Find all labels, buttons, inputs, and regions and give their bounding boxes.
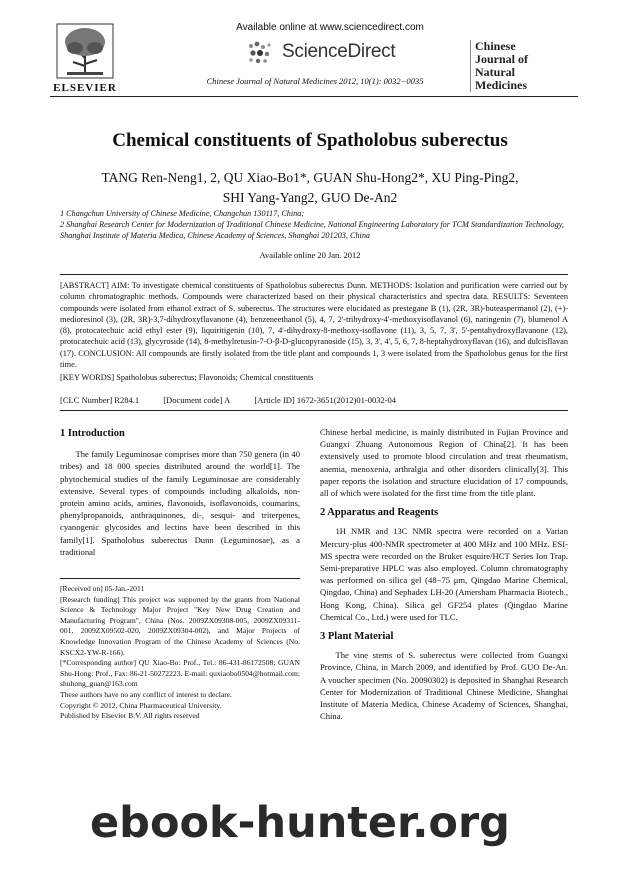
footnotes: [60, 584, 300, 722]
abstract: [60, 280, 568, 384]
document-code: [Document code] A: [163, 395, 231, 405]
section-heading-apparatus: 2 Apparatus and Reagents: [320, 507, 439, 519]
journal-logo-line: Chinese: [475, 39, 516, 53]
header-rule: [50, 96, 578, 97]
footnote-conflict: These authors have no any conflict of interest to declare.: [60, 689, 233, 699]
authors-line-1: TANG Ren-Neng1, 2, QU Xiao-Bo1*, GUAN Shu-Hong2*, XU Ping-Ping2,: [101, 170, 519, 185]
classification-line: [60, 395, 568, 405]
available-online-date: Available online 20 Jan. 2012: [259, 250, 361, 260]
introduction-paragraph: The family Leguminosae comprises more than 750 genera (in 40 tribes) and 18 000 species distributed around the world[1]. The phytochemical studies of the family Leguminosae are considerably extensive. Several types of compounds including alkaloids, non-protein amino acids, amines, flavonoids, isoflavonoids, coumarins, phenylpropanoids, anthraquinones, di-, sesqui- and triterpenes, cyanogenic glycosides and lectins have been described in this family[1]. Spatholobus suberectus Dunn (Leguminosae), as a traditional: [60, 449, 300, 557]
sciencedirect-dots-icon: [246, 40, 274, 66]
footnote-publisher: Published by Elsevier B.V. All rights reserved: [60, 711, 200, 721]
journal-logo: [470, 40, 585, 92]
clc-number: [CLC Number] R284.1: [60, 395, 140, 405]
abstract-bottom-rule: [60, 410, 568, 411]
journal-logo-line: Journal of: [475, 52, 529, 66]
keywords: [KEY WORDS] Spatholobus suberectus; Flavonoids; Chemical constituents: [60, 373, 314, 383]
journal-citation: Chinese Journal of Natural Medicines 2012, 10(1): 0032−0035: [206, 76, 424, 86]
footnote-corresponding: [*Corresponding author] QU Xiao-Bo: Prof., Tel.: 86-431-86172508; GUAN Shu-Hong: Prof., Fax: 86-21-50272223. E-mail: quxiaobo0504@hotmail.com; shuhong_guan@163.com: [60, 658, 300, 689]
section-heading-introduction: 1 Introduction: [60, 428, 125, 439]
right-column: [320, 426, 568, 722]
footnote-funding: [Research funding] This project was supported by the grants from National Science & Technology Major Project "Key New Drug Creation and Manufacturing Program", China (Nos. 2009ZX09308-005, 2009ZX09311-001, 2009ZX09502-020, 2009ZX09304-002), and Major Projects of Knowledge Innovation Program of the Chinese Academy of Sciences (No. KSCX2-YW-R-166).: [60, 594, 300, 657]
left-column: [60, 428, 300, 558]
plant-material-paragraph: The vine stems of S. suberectus were collected from Guangxi Province, China, in March 2009, and identified by Prof. GUO De-An. A voucher specimen (No. 20090302) is deposited in Shanghai Research Center for Modernization of Traditional Chinese Medicine, Shanghai Institute of Materia Medica, Chinese Academy of Sciences, Shanghai, China.: [320, 650, 568, 722]
author-list: [60, 168, 560, 208]
available-online-banner: Available online at www.sciencedirect.com: [236, 22, 424, 33]
footnote-copyright: Copyright © 2012, China Pharmaceutical University.: [60, 700, 222, 710]
article-id: [Article ID] 1672-3651(2012)01-0032-04: [254, 395, 397, 405]
abstract-top-rule: [60, 274, 568, 275]
elsevier-wordmark: ELSEVIER: [53, 82, 117, 94]
elsevier-tree-icon: [55, 22, 115, 80]
affiliations: [60, 208, 570, 241]
introduction-continued: Chinese herbal medicine, is mainly distributed in Fujian Province and Guangxi Zhuang Autonomous Region of China[2]. It has been extensively used to promote blood circulation and treat rheumatism, anemia, menoxenia, arthralgia and other disorders clinically[3]. This paper reports the isolation and structure elucidation of 17 compounds, all of which were isolated for the first time from the title plant.: [320, 427, 568, 499]
journal-logo-line: Natural: [475, 65, 515, 79]
apparatus-paragraph: 1H NMR and 13C NMR spectra were recorded on a Varian Mercury-plus 400-NMR spectrometer at 400 MHz and 100 MHz. ESI-MS spectra were recorded on the Bruker esquire/HCT Series Ion Trap. Semi-preparative HPLC was also employed. Column chromatography was performed on silica gel (48−75 μm, Qingdao Marine Chemical, Qingdao, China) and Sephadex LH-20 (Amersham Pharmacia Biotech., Hong Kong, China). Silica gel GF254 plates (Qingdao Marine Chemical Co., Ltd.) were used for TLC.: [320, 526, 568, 622]
footnote-rule: [60, 578, 300, 579]
footnote-received: [Received on] 05-Jan.-2011: [60, 584, 145, 593]
journal-logo-line: Medicines: [475, 78, 527, 92]
section-heading-plant-material: 3 Plant Material: [320, 631, 394, 643]
elsevier-logo: [50, 22, 120, 94]
watermark: ebook-hunter.org: [90, 798, 510, 848]
affiliation-1: 1 Changchun University of Chinese Medicine, Changchun 130117, China;: [60, 209, 305, 218]
sciencedirect-wordmark: ScienceDirect: [282, 41, 396, 62]
article-title: Chemical constituents of Spatholobus suberectus: [112, 130, 508, 151]
abstract-text: [ABSTRACT] AIM: To investigate chemical constituents of Spatholobus suberectus Dunn. METHODS: Isolation and purification were carried out by column chromatographic methods. Compounds were characterized based on their physical characteristics and spectra data. RESULTS: Seventeen compounds were isolated from ethanol extract of S. suberectus. The structures were elucidated as prestegane B (1), (2R, 3R)-buteaspermanol (2), (+)-medioresinol (3), (2R, 3R)-3,7-dihydroxyflavanone (4), benzeneethanol (5), 4, 7, 2'-trihydroxy-4'-methoxyisoflavanol (6), naringenin (7), blumenol A (8), protocatechuic acid ethyl ester (9), liquiritigenin (10), 7, 4'-dihydroxy-8-methoxy-isoflavone (11), 3, 5, 7, 3', 5'-pentahydroxyflavanone (12), protocatechuic acid (13), glycyroside (14), 8-methylretusin-7-O-β-D-glucopyranoside (15), 3, 3', 4', 5, 6, 7, 8-heptahydroxyflavan (16), and dulcisflavan (17). CONCLUSION: All compounds are firstly isolated from the title plant and compounds 1, 3 were isolated from the Spatholobus genus for the first time.: [60, 281, 568, 370]
authors-line-2: SHI Yang-Yang2, GUO De-An2: [222, 190, 398, 205]
affiliation-2: 2 Shanghai Research Center for Modernization of Traditional Chinese Medicine, National Engineering Laboratory for TCM Standardization Technology, Shanghai Institute of Materia Medica, Chinese Academy of Sciences, Shanghai 201203, China: [60, 220, 564, 240]
